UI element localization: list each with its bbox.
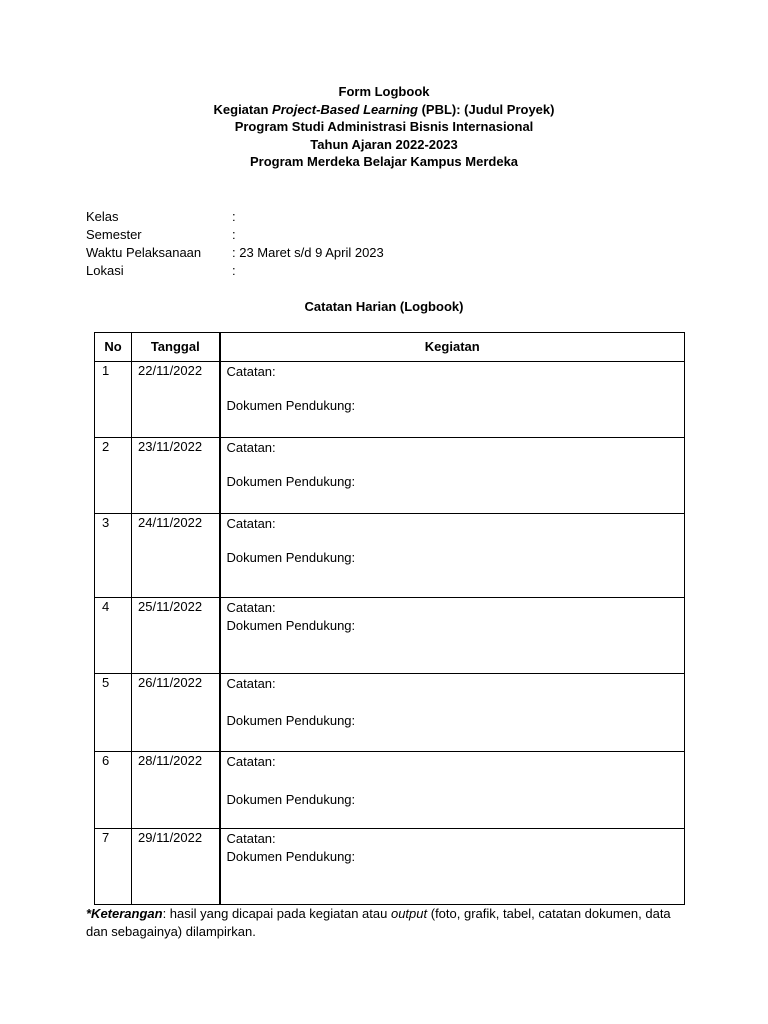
row-date: 23/11/2022 [132, 438, 220, 514]
study-program: Program Studi Administrasi Bisnis Internasional [234, 119, 534, 135]
footnote: *Keterangan: hasil yang dicapai pada kegiatan atau output (foto, grafik, tabel, catatan dokumen, data dan sebagainya) dilampirkan. [86, 906, 671, 939]
row-date: 24/11/2022 [132, 514, 220, 598]
dokumen-label: Dokumen Pendukung: [226, 618, 356, 633]
info-value: : [232, 263, 236, 278]
table-row [95, 674, 685, 752]
catatan-label: Catatan: [226, 600, 276, 615]
header-kegiatan: Kegiatan [220, 333, 685, 362]
row-no: 6 [95, 752, 132, 829]
info-label: Semester [86, 227, 142, 242]
info-value: : 23 Maret s/d 9 April 2023 [232, 245, 384, 260]
info-label: Kelas [86, 209, 119, 224]
catatan-label: Catatan: [226, 676, 276, 691]
catatan-label: Catatan: [226, 440, 276, 455]
row-kegiatan [220, 752, 685, 829]
row-no: 5 [95, 674, 132, 752]
info-value: : [232, 209, 236, 224]
info-label: Waktu Pelaksanaan [86, 245, 202, 260]
info-row-lokasi [86, 262, 586, 280]
info-value: : [232, 227, 236, 242]
header-no: No [95, 333, 132, 362]
dokumen-label: Dokumen Pendukung: [226, 474, 356, 489]
table-row [95, 752, 685, 829]
table-header-row [95, 333, 685, 362]
row-no: 7 [95, 829, 132, 905]
row-kegiatan [220, 514, 685, 598]
row-kegiatan [220, 438, 685, 514]
row-no: 1 [95, 362, 132, 438]
footnote-prefix: *Keterangan [86, 906, 163, 921]
info-row-waktu [86, 244, 586, 262]
row-date: 29/11/2022 [132, 829, 220, 905]
row-date: 22/11/2022 [132, 362, 220, 438]
logbook-section-title: Catatan Harian (Logbook) [304, 299, 464, 314]
dokumen-label: Dokumen Pendukung: [226, 398, 356, 413]
row-kegiatan [220, 829, 685, 905]
table-row [95, 438, 685, 514]
header-tanggal: Tanggal [132, 333, 220, 362]
row-kegiatan [220, 598, 685, 674]
dokumen-label: Dokumen Pendukung: [226, 849, 356, 864]
activity-title: Kegiatan Project-Based Learning (PBL): (Judul Proyek) [213, 101, 555, 117]
info-label: Lokasi [86, 263, 124, 278]
dokumen-label: Dokumen Pendukung: [226, 792, 356, 807]
table-row [95, 362, 685, 438]
row-no: 2 [95, 438, 132, 514]
logbook-table [94, 332, 685, 905]
table-row [95, 514, 685, 598]
row-date: 25/11/2022 [132, 598, 220, 674]
info-row-kelas [86, 208, 586, 226]
catatan-label: Catatan: [226, 516, 276, 531]
info-section [86, 208, 586, 280]
row-no: 4 [95, 598, 132, 674]
document-title-block [0, 83, 768, 171]
table-row [95, 829, 685, 905]
dokumen-label: Dokumen Pendukung: [226, 713, 356, 728]
dokumen-label: Dokumen Pendukung: [226, 550, 356, 565]
program-name: Program Merdeka Belajar Kampus Merdeka [249, 154, 519, 170]
row-date: 28/11/2022 [132, 752, 220, 829]
catatan-label: Catatan: [226, 364, 276, 379]
academic-year: Tahun Ajaran 2022-2023 [310, 136, 458, 152]
table-row [95, 598, 685, 674]
catatan-label: Catatan: [226, 754, 276, 769]
row-date: 26/11/2022 [132, 674, 220, 752]
form-title: Form Logbook [338, 84, 430, 99]
row-no: 3 [95, 514, 132, 598]
row-kegiatan [220, 362, 685, 438]
info-row-semester [86, 226, 586, 244]
row-kegiatan [220, 674, 685, 752]
catatan-label: Catatan: [226, 831, 276, 846]
